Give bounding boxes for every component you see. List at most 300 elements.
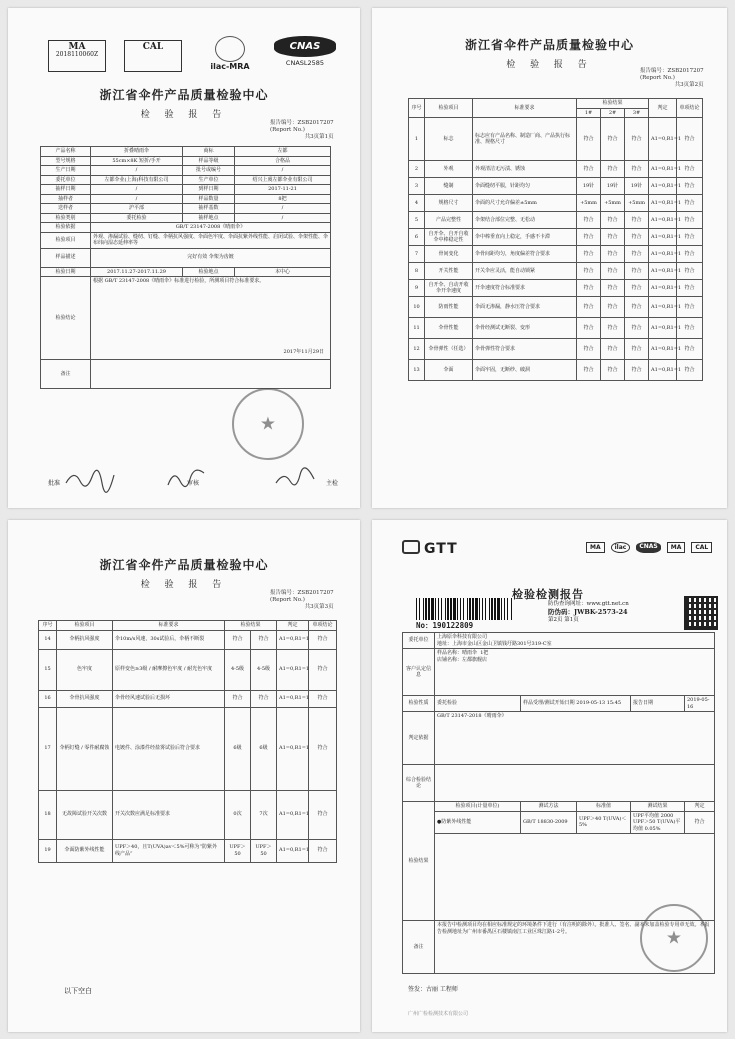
table-row [409,178,703,195]
row-no: 5 [409,212,425,229]
barcode-bar [423,598,424,620]
row-judge: A1=0,R1=1 [649,178,677,195]
row-judge: A1=0,R1=1 [649,195,677,212]
row-no: 9 [409,280,425,297]
table-row [409,118,703,161]
table-row [409,161,703,178]
table-row [39,690,337,707]
row-judge: A1=0,R1=1 [649,339,677,360]
desc-value: 完好有效 伞架为齿镀 [91,248,331,267]
info-value: / [91,194,183,204]
row-standard: 伞骨经测试无断裂、变形 [473,318,577,339]
row-standard: 伞骨间距均匀，角度偏差符合要求 [473,246,577,263]
barcode-bar [438,598,439,620]
items-value: 外观、渗漏试验、缝纫、钉缝、伞柄抗风强度、伞面色牢度、伞面抗紫外线性能、启闭试验、伞架性能、伞布纬向湿态延伸率等 [91,232,331,248]
row-result-1: 符合 [577,212,601,229]
row-standard: 伞面无渗漏，静水压符合要求 [473,297,577,318]
info-label: 送样者 [41,204,91,214]
cal-logo: CAL [691,542,712,553]
table-row [409,212,703,229]
info-value: / [91,166,183,176]
place-label: 检验地点 [183,267,235,277]
row-no: 15 [39,649,57,690]
report-title: 浙江省伞件产品质量检验中心 [99,558,269,572]
type-value: 委托检验 [435,696,521,712]
cert-logos [586,542,712,553]
barcode-bar [460,598,461,620]
conclusion-text: 根据 GB/T 23147-2008《晴雨伞》标准进行检验，所测项目符合标准要求。 [93,278,265,284]
row-item: 外观 [425,161,473,178]
row-conclusion: 符合 [677,118,703,161]
date-label: 检验日期 [41,267,91,277]
row-result-1: 符合 [577,161,601,178]
info-label: 型号规格 [41,156,91,166]
barcode-bar [457,598,458,620]
barcode-bar [491,598,493,620]
row-result-2: 符合 [601,246,625,263]
row-item: 伞骨抗风强度 [57,690,113,707]
row-result-2: 符合 [601,161,625,178]
detail-head-judge: 判定 [685,802,715,812]
cma-logo: MA 2018110060Z [48,40,106,72]
detail-standard: UPF＞40 T(UVA)＜5% [577,811,631,834]
row-standard: 开关次数应满足标准要求 [113,790,225,839]
tested-label: 主检 [325,480,338,487]
info-value: 沪平部 [91,204,183,214]
row-result-2: 符合 [601,118,625,161]
row-standard: 标志应有产品名称、制造厂商、产品执行标准、规格尺寸 [473,118,577,161]
barcode-bar [463,598,464,620]
table-row [409,318,703,339]
barcode-bar [469,598,471,620]
row-item: 色牢度 [57,649,113,690]
row-standard: 开伞速度符合标准要求 [473,280,577,297]
info-value: / [235,204,331,214]
gtt-logo: GTT [402,540,458,557]
barcode-bar [504,598,505,620]
row-result-3: 符合 [625,161,649,178]
row-no: 12 [409,339,425,360]
row-no: 2 [409,161,425,178]
blank-below-note: 以下空白 [64,987,92,995]
inspection-stamp [640,904,708,972]
row-result-3: 符合 [625,297,649,318]
row-result-2: 符合 [251,690,277,707]
info-value: 左都伞业(上海)科技有限公司 [91,175,183,185]
row-result-2: UPF＞50 [251,839,277,862]
col-item: 检验项目 [425,99,473,118]
inspection-stamp [232,388,304,460]
verified-label: 审核 [186,480,199,487]
row-judge: A1=0,R1=1 [649,360,677,381]
col-result-1: 1# [577,108,601,118]
row-result-3: 符合 [625,280,649,297]
table-row [409,195,703,212]
date-value: 2017.11.27-2017.11.29 [91,267,183,277]
row-no: 16 [39,690,57,707]
row-item: 开关性能 [425,263,473,280]
row-conclusion: 符合 [677,212,703,229]
row-result-2: 符合 [601,229,625,246]
row-result-1: 符合 [577,263,601,280]
barcode-bar [485,598,486,620]
row-result-3: 符合 [625,339,649,360]
row-result-3: 符合 [625,360,649,381]
row-result-1: 19针 [577,178,601,195]
row-result-1: 0次 [225,790,251,839]
row-result-3: 19针 [625,178,649,195]
row-item: 伞面防紫外线性能 [57,839,113,862]
row-judge: A1=0,R1=1 [649,297,677,318]
row-judge: A1=0,R1=1 [649,263,677,280]
barcode-bar [494,598,496,620]
report-page-2 [372,8,727,508]
info-value: 左都 [235,147,331,157]
barcode-bar [428,598,430,620]
row-result-2: 符合 [601,339,625,360]
info-row [41,147,331,157]
row-judge: A1=0,R1=1 [649,118,677,161]
row-result-1: 符合 [577,118,601,161]
row-no: 1 [409,118,425,161]
detail-item: ●防紫外线性能 [435,811,521,834]
info-value: / [235,213,331,223]
row-standard: 伞架结合部位完整、无松动 [473,212,577,229]
row-no: 17 [39,707,57,790]
row-judge: A1=0,R1=1 [277,707,309,790]
info-value: 绍兴上虞左都伞业有限公司 [235,175,331,185]
report-subtitle: 检 验 报 告 [140,580,228,590]
row-conclusion: 符合 [677,339,703,360]
info-label: 委托单位 [41,175,91,185]
row-judge: A1=0,R1=1 [277,839,309,862]
receive-cell: 样品受理/测试开始日期 2019-05-13 15:45 [521,696,631,712]
row-judge: A1=0,R1=1 [277,790,309,839]
table-row [39,649,337,690]
row-no: 19 [39,839,57,862]
barcode-bar [489,598,490,620]
row-conclusion: 符合 [677,195,703,212]
row-judge: A1=0,R1=1 [277,630,309,649]
info-label: 样品等级 [183,156,235,166]
desc-label: 样品描述 [41,248,91,267]
gtt-mark-icon [402,540,420,554]
row-result-3: 符合 [625,263,649,280]
report-title: 浙江省伞件产品质量检验中心 [99,88,269,102]
client-claim-cell: 样品名称：晴雨伞 1把 店铺名称：左都旗舰店 [435,649,715,696]
client-label: 委托单位 [403,633,435,649]
row-result-1: +5mm [577,195,601,212]
row-result-2: 6级 [251,707,277,790]
info-value: 8把 [235,194,331,204]
barcode-bar [497,598,500,620]
row-no: 6 [409,229,425,246]
qr-code [684,596,718,630]
barcode-bar [467,598,468,620]
row-result-3: +5mm [625,195,649,212]
col-conclusion: 单项结论 [677,99,703,118]
row-result-1: 符合 [577,246,601,263]
barcode [416,598,512,620]
row-result-1: 符合 [577,280,601,297]
row-judge: A1=0,R1=1 [649,246,677,263]
row-item: 伞骨弹性（任选） [425,339,473,360]
row-no: 7 [409,246,425,263]
items-label: 检验项目 [41,232,91,248]
barcode-bar [419,598,420,620]
info-row [41,175,331,185]
col-standard: 标准要求 [113,621,225,631]
table-row [409,263,703,280]
row-item: 无故障试验开关次数 [57,790,113,839]
barcode-bar [441,598,442,620]
report-subtitle: 检 验 报 告 [506,60,593,70]
col-result-3: 3# [625,108,649,118]
detail-head-item: 检验项目(计量单位) [435,802,521,812]
results-table [38,620,337,863]
col-standard: 标准要求 [473,99,577,118]
row-conclusion: 符合 [309,839,337,862]
barcode-bar [511,598,512,620]
col-judge: 判定 [277,621,309,631]
info-label: 抽样基数 [183,204,235,214]
verify-info: 防伪查询网址：www.gtt.net.cn 防伪码：JWBK-2573-24 第2页 第1页 [548,601,629,623]
row-item: 伞柄抗风强度 [57,630,113,649]
report-number: 报告编号：ZSB2017207 (Report No.) 共3页第1页 [270,120,334,140]
info-label: 生产日期 [41,166,91,176]
report-date-label: 报告日期 [631,696,685,712]
row-judge: A1=0,R1=1 [649,318,677,339]
barcode-bar [482,598,483,620]
barcode-bar [447,598,449,620]
row-result-1: 符合 [577,339,601,360]
row-result-1: 6级 [225,707,251,790]
approved-label: 批准 [48,480,61,487]
col-result-2: 2# [601,108,625,118]
barcode-bar [431,598,434,620]
info-value: 委托检验 [91,213,183,223]
info-label: 样品数量 [183,194,235,204]
remark-value [91,360,331,389]
barcode-bar [425,598,427,620]
cma-logo-2: MA [667,542,686,553]
report-date: 2019-05-16 [685,696,715,712]
detail-judge: 符合 [685,811,715,834]
row-result-2: 符合 [601,297,625,318]
row-standard: 伞面牢固，无断纱、破洞 [473,360,577,381]
report-number: 报告编号：ZSB2017207 (Report No.) 共3页第3页 [270,590,334,610]
row-conclusion: 符合 [309,649,337,690]
row-standard: UPF＞40，且T(UVA)av＜5%可称为“防紫外线产品” [113,839,225,862]
row-conclusion: 符合 [309,707,337,790]
col-no: 序号 [39,621,57,631]
row-result-3: 符合 [625,246,649,263]
row-item: 规格尺寸 [425,195,473,212]
table-row [39,630,337,649]
info-label: 抽样日期 [41,185,91,195]
row-item: 自开伞、自开自收伞中棒稳定性 [425,229,473,246]
row-standard: 伞10m/s风速，30s试验后，伞柄不断裂 [113,630,225,649]
row-conclusion: 符合 [677,246,703,263]
row-conclusion: 符合 [309,690,337,707]
info-row [41,156,331,166]
row-result-2: 符合 [601,280,625,297]
row-judge: A1=0,R1=1 [649,161,677,178]
table-row [409,246,703,263]
row-item: 伞骨性能 [425,318,473,339]
report-title: 浙江省伞件产品质量检验中心 [464,38,634,52]
row-result-2: 4-5级 [251,649,277,690]
row-item: 伞面 [425,360,473,381]
table-row [409,360,703,381]
info-row [41,194,331,204]
report-title: 检验检测报告 [512,588,584,601]
info-row [41,204,331,214]
row-result-3: 符合 [625,229,649,246]
row-no: 11 [409,318,425,339]
barcode-bar [445,598,446,620]
client-name: 上海原伞科技有限公司 [437,634,488,640]
row-result-1: 符合 [577,360,601,381]
row-conclusion: 符合 [677,318,703,339]
conclusion-label: 检验结论 [41,277,91,360]
note-text: 本报告中检测项目均在相应标准规定的环境条件下进行（有注明的除外）。批准人、签名、副本未加盖检验专用章无效。本报告检测地址为广州市番禺区石楼镇南江工业区珠江路1-2号。 [435,921,715,974]
row-conclusion: 符合 [309,630,337,649]
table-row [39,790,337,839]
client-cell [435,633,715,649]
col-no: 序号 [409,99,425,118]
col-conclusion: 单项结论 [309,621,337,631]
cma-logo: MA [586,542,605,553]
row-item: 防雨性能 [425,297,473,318]
cal-logo: CAL [124,40,182,72]
table-row [409,280,703,297]
info-label: 生产单位 [183,175,235,185]
row-standard: 电镀件、涂漆件经盐雾试验后符合要求 [113,707,225,790]
company-footer: 广州广检检测技术有限公司 [408,1011,469,1017]
sample-label: 样品名称 [437,650,458,656]
info-row [41,166,331,176]
detail-head-standard: 标准值 [577,802,631,812]
note-label: 备注 [403,921,435,974]
handwritten-signatures [48,463,338,493]
row-judge: A1=0,R1=1 [277,649,309,690]
row-standard: 伞面缝纫平服，针距均匀 [473,178,577,195]
row-item: 缝制 [425,178,473,195]
barcode-bar [475,598,478,620]
info-row [41,213,331,223]
summary-label: 综合检验结论 [403,765,435,802]
report-page-4 [372,520,727,1032]
row-conclusion: 符合 [677,263,703,280]
row-result-3: 符合 [625,318,649,339]
info-label: 商标 [183,147,235,157]
row-judge: A1=0,R1=1 [649,212,677,229]
table-row [409,229,703,246]
row-conclusion: 符合 [677,161,703,178]
summary-value [435,765,715,802]
sample-name: 晴雨伞 [462,650,478,656]
judge-basis: GB/T 23147-2018《晴雨伞》 [435,712,715,765]
detail-label: 检验结果 [403,802,435,921]
row-standard: 伞骨经风速试验后无损坏 [113,690,225,707]
table-row [409,339,703,360]
info-label: 检验类别 [41,213,91,223]
row-result-1: UPF＞50 [225,839,251,862]
detail-head-result: 测试结果 [631,802,685,812]
barcode-bar [453,598,456,620]
info-value: / [91,185,183,195]
row-result-3: 符合 [625,212,649,229]
barcode-bar [501,598,502,620]
col-result: 检验结果 [225,621,277,631]
barcode-bar [450,598,452,620]
row-result-1: 符合 [577,297,601,318]
row-result-2: 符合 [601,318,625,339]
client-address: 地址：上海市金山区金山卫镇钱圩路301号319-C室 [437,640,552,647]
report-subtitle: 检 验 报 告 [140,110,228,120]
row-standard: 外观清洁无污渍、锈蚀 [473,161,577,178]
row-no: 18 [39,790,57,839]
table-row [39,707,337,790]
info-value: 55cm×8K 短折/手开 [91,156,183,166]
row-conclusion: 符合 [677,280,703,297]
row-result-2: 符合 [601,263,625,280]
results-table [408,98,703,381]
info-label: 产品名称 [41,147,91,157]
row-standard: 伞面的尺寸允许偏差±5mm [473,195,577,212]
row-conclusion: 符合 [677,178,703,195]
detail-method: GB/T 18830-2009 [521,811,577,834]
row-result-3: 符合 [625,118,649,161]
place-value: 本中心 [235,267,331,277]
col-result: 检验结果 [577,99,649,109]
detail-result: UPF平均值 2000 UPF＞50 T(UVA)平均值 0.05% [631,811,685,834]
col-item: 检验项目 [57,621,113,631]
signer: 签发：古丽 工程师 [408,986,458,993]
barcode-bar [507,598,508,620]
cnas-logo: CNAS CNASL2585 [274,36,336,76]
info-value: 折叠晴雨伞 [91,147,183,157]
basis-label: 检验依据 [41,223,91,233]
row-judge: A1=0,R1=1 [649,280,677,297]
barcode-bar [472,598,474,620]
row-item: 产品完整性 [425,212,473,229]
row-item: 伞柄钉缝 / 零件耐腐蚀 [57,707,113,790]
info-label: 抽样地点 [183,213,235,223]
shop-name: 店铺名称：左都旗舰店 [437,656,488,663]
row-result-2: 19针 [601,178,625,195]
row-item: 自开伞、自动开收伞开伞速度 [425,280,473,297]
cnas-logo: CNAS [636,542,660,553]
row-no: 4 [409,195,425,212]
ilac-logo: ilac [611,542,631,553]
row-no: 8 [409,263,425,280]
table-row [409,297,703,318]
info-value: / [235,166,331,176]
row-judge: A1=0,R1=1 [649,229,677,246]
ilac-mra-logo: ilac-MRA [200,36,260,74]
sample-qty: 1把 [480,650,489,656]
row-result-1: 4-5级 [225,649,251,690]
row-item: 骨间变化 [425,246,473,263]
row-result-1: 符合 [577,229,601,246]
info-label: 抽样者 [41,194,91,204]
row-standard: 伞骨弹性符合要求 [473,339,577,360]
report-info-table [40,146,331,389]
row-result-1: 符合 [225,690,251,707]
type-label: 检验性质 [403,696,435,712]
